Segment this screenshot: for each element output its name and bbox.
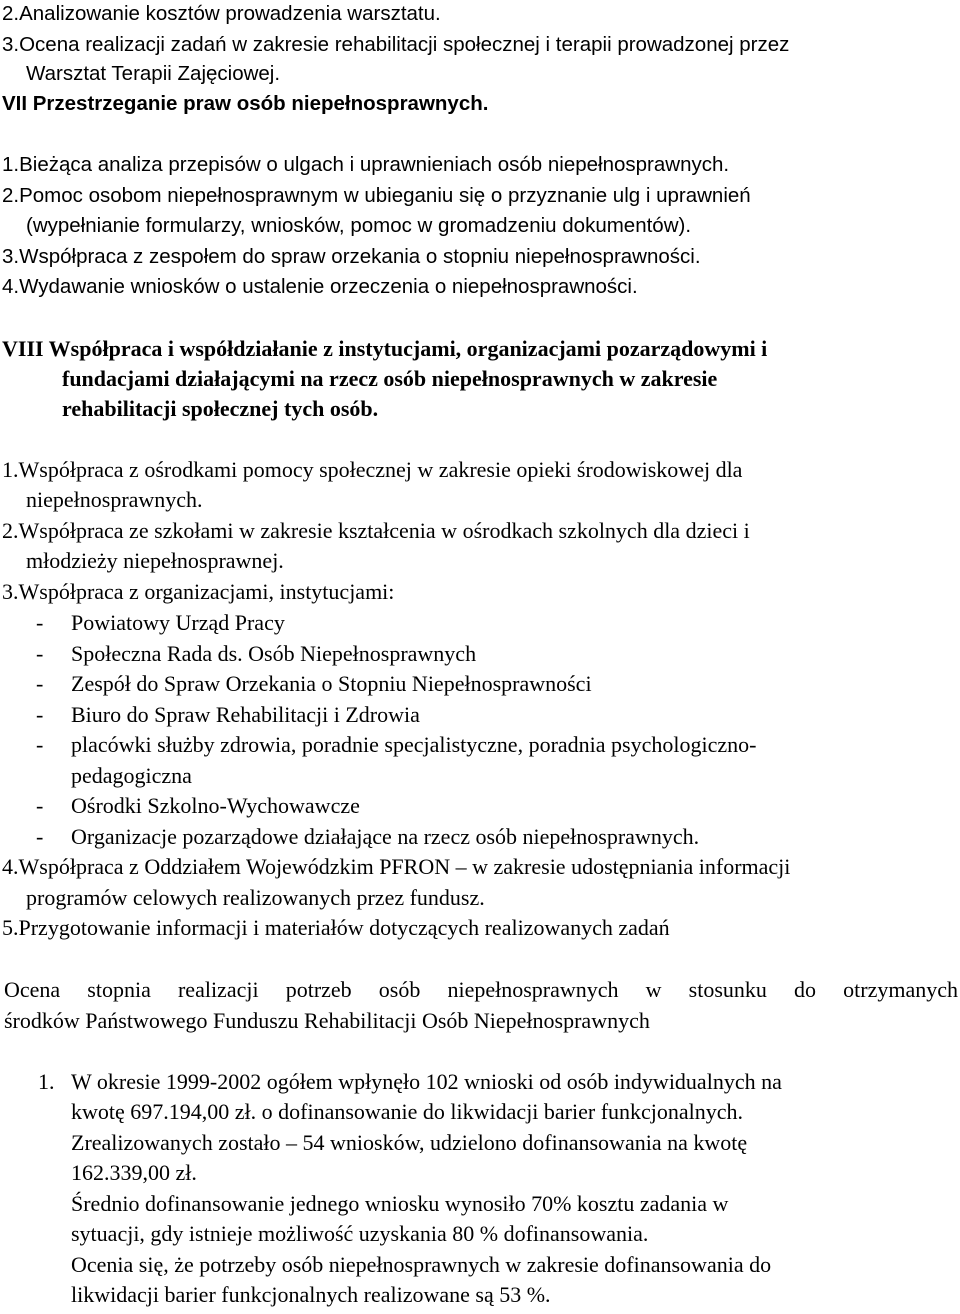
dash-item bbox=[36, 822, 700, 852]
item-text: Przygotowanie informacji i materiałów dotyczących realizowanych zadań bbox=[18, 915, 670, 940]
item-number: 4. bbox=[2, 854, 19, 879]
dash-item bbox=[36, 639, 477, 669]
section-heading-continuation: fundacjami działającymi na rzecz osób niepełnosprawnych w zakresie bbox=[62, 366, 718, 391]
dash-item-text: Społeczna Rada ds. Osób Niepełnosprawnych bbox=[71, 641, 477, 666]
item-number: 3. bbox=[2, 245, 20, 268]
assessment-intro: Ocena stopnia realizacji potrzeb osób niepełnosprawnych w stosunku do otrzymanych bbox=[4, 977, 958, 1002]
list-item bbox=[2, 455, 742, 485]
dash-item bbox=[36, 791, 360, 821]
assessment-line: Ocenia się, że potrzeby osób niepełnosprawnych w zakresie dofinansowania do bbox=[71, 1252, 772, 1277]
dash-marker: - bbox=[36, 824, 44, 849]
section-heading: VII Przestrzeganie praw osób niepełnosprawnych. bbox=[2, 92, 489, 115]
section-heading-continuation: rehabilitacji społecznej tych osób. bbox=[62, 396, 379, 421]
item-text: Analizowanie kosztów prowadzenia warsztatu. bbox=[19, 2, 441, 25]
item-number: 2. bbox=[2, 2, 20, 25]
list-item bbox=[2, 516, 750, 546]
item-text: Wydawanie wniosków o ustalenie orzeczenia o niepełnosprawności. bbox=[19, 275, 638, 298]
list-item bbox=[2, 150, 729, 180]
dash-marker: - bbox=[36, 671, 44, 696]
item-text: Współpraca z zespołem do spraw orzekania o stopniu niepełnosprawności. bbox=[19, 245, 701, 268]
item-number: 3. bbox=[2, 33, 20, 56]
item-text: Pomoc osobom niepełnosprawnym w ubieganiu się o przyznanie ulg i uprawnień bbox=[19, 184, 751, 207]
list-item bbox=[2, 913, 670, 943]
list-item-continuation: młodzieży niepełnosprawnej. bbox=[26, 548, 284, 573]
item-number: 2. bbox=[2, 184, 20, 207]
list-item-continuation: (wypełnianie formularzy, wniosków, pomoc w gromadzeniu dokumentów). bbox=[26, 214, 692, 237]
assessment-intro-continuation: środków Państwowego Funduszu Rehabilitacji Osób Niepełnosprawnych bbox=[4, 1008, 650, 1033]
dash-marker: - bbox=[36, 641, 44, 666]
list-item-continuation: niepełnosprawnych. bbox=[26, 487, 203, 512]
item-number: 2. bbox=[2, 518, 19, 543]
dash-item bbox=[36, 730, 757, 760]
dash-marker: - bbox=[36, 793, 44, 818]
item-text: Współpraca z ośrodkami pomocy społecznej w zakresie opieki środowiskowej dla bbox=[18, 457, 743, 482]
item-number: 1. bbox=[2, 153, 20, 176]
list-item-continuation: Warsztat Terapii Zajęciowej. bbox=[26, 62, 281, 85]
dash-item-text: Ośrodki Szkolno-Wychowawcze bbox=[71, 793, 360, 818]
assessment-line: kwotę 697.194,00 zł. o dofinansowanie do likwidacji barier funkcjonalnych. bbox=[71, 1099, 744, 1124]
list-item bbox=[2, 242, 701, 272]
dash-item-text: Zespół do Spraw Orzekania o Stopniu Niepełnosprawności bbox=[71, 671, 592, 696]
list-item bbox=[2, 181, 751, 211]
dash-item bbox=[36, 669, 592, 699]
item-number: 5. bbox=[2, 915, 19, 940]
item-text: Współpraca z Oddziałem Wojewódzkim PFRON – w zakresie udostępniania informacji bbox=[18, 854, 791, 879]
item-text: Współpraca z organizacjami, instytucjami: bbox=[18, 579, 395, 604]
dash-item-text: Organizacje pozarządowe działające na rzecz osób niepełnosprawnych. bbox=[71, 824, 700, 849]
item-number: 4. bbox=[2, 275, 20, 298]
assessment-line: W okresie 1999-2002 ogółem wpłynęło 102 wnioski od osób indywidualnych na bbox=[71, 1069, 782, 1094]
item-number: 1. bbox=[2, 457, 19, 482]
item-text: Ocena realizacji zadań w zakresie rehabilitacji społecznej i terapii prowadzonej przez bbox=[19, 33, 790, 56]
dash-marker: - bbox=[36, 610, 44, 635]
list-item bbox=[2, 852, 790, 882]
assessment-line: likwidacji barier funkcjonalnych realizowane są 53 %. bbox=[71, 1282, 551, 1307]
dash-item-continuation: pedagogiczna bbox=[71, 763, 192, 788]
dash-item-text: Powiatowy Urząd Pracy bbox=[71, 610, 285, 635]
dash-item-text: Biuro do Spraw Rehabilitacji i Zdrowia bbox=[71, 702, 420, 727]
list-item bbox=[2, 0, 441, 29]
dash-marker: - bbox=[36, 732, 44, 757]
assessment-item-number: 1. bbox=[38, 1069, 55, 1094]
item-text: Bieżąca analiza przepisów o ulgach i uprawnieniach osób niepełnosprawnych. bbox=[19, 153, 730, 176]
assessment-line: Średnio dofinansowanie jednego wniosku wynosiło 70% kosztu zadania w bbox=[71, 1191, 729, 1216]
dash-item bbox=[36, 608, 285, 638]
list-item-continuation: programów celowych realizowanych przez fundusz. bbox=[26, 885, 485, 910]
list-item bbox=[2, 272, 638, 302]
dash-item bbox=[36, 700, 420, 730]
item-number: 3. bbox=[2, 579, 19, 604]
dash-item-text: placówki służby zdrowia, poradnie specjalistyczne, poradnia psychologiczno- bbox=[71, 732, 757, 757]
list-item bbox=[2, 577, 394, 607]
dash-marker: - bbox=[36, 702, 44, 727]
item-text: Współpraca ze szkołami w zakresie kształcenia w ośrodkach szkolnych dla dzieci i bbox=[18, 518, 750, 543]
assessment-line: Zrealizowanych zostało – 54 wniosków, udzielono dofinansowania na kwotę bbox=[71, 1130, 748, 1155]
section-heading: VIII Współpraca i współdziałanie z instytucjami, organizacjami pozarządowymi i bbox=[2, 336, 768, 361]
assessment-line: sytuacji, gdy istnieje możliwość uzyskania 80 % dofinansowania. bbox=[71, 1221, 649, 1246]
list-item bbox=[2, 30, 789, 60]
assessment-line: 162.339,00 zł. bbox=[71, 1160, 197, 1185]
